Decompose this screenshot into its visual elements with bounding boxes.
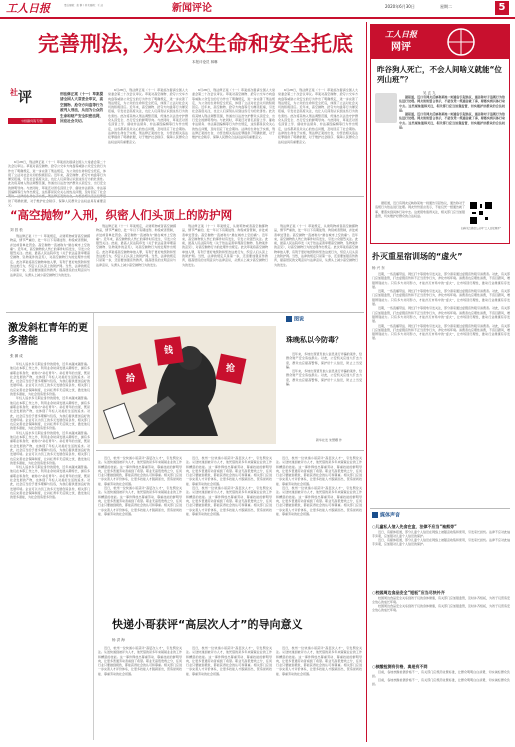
article-rider-title: 快递小哥获评“高层次人才”的导向意义 [112,618,303,631]
masthead [0,0,515,17]
lead-body [8,160,106,207]
article-rider-col-bottom-3-text: 近日，杭州一位快递小哥获评“高层次人才”，引发舆论关注。从送快递到被评为人才，他凭借的是多年来兢兢业业的工作和精湛的技能。这一事件释放出尊重劳动、尊重技能的鲜明导向，让更多普通劳动者看到了希望。职业无高低贵贱之分，任何行业只要做到极致，都能获得社会的认可和尊重。相关部门应进一步完善人才评价体系，让更多技能人才脱颖而出，营造崇尚技能、尊重劳动的社会氛围。 [276,646,362,676]
side-col-body-text-2: 据报道，近日有网友反映称某地一则通告引起热议，通告称对于违规行为依法进行处理。网友纷纷留言表示，不能仅凭一纸通告就了事，要落实到具体行动中去。这类现象值得关注，相关部门应当加强监管，切实维护好群众的合法权益。 [399,112,505,130]
media-item-1-body-text: 近日，有媒体报道，部分儿童个人信息在网络上被随意收集和使用，引发家长担忧。法律不应对此袖手旁观，应加强对儿童个人信息的保护。 [372,529,511,538]
media-item-2-body-text-2: 校园周边食品安全关系到孩子们的身体健康，有关部门应加强监管，及时补齐短板，为孩子们营造安全放心的成长环境。 [372,604,511,613]
media-item-3-body-text: 目前，各地核酸检测价格不一，有关部门应规范收费标准，让群众明明白白消费，切实减轻群众负担。 [372,669,510,678]
side-logo: 工人日报 [385,29,417,39]
page-number: 5 [495,1,509,15]
article-rider-col-bottom-2 [186,646,272,742]
lead-body-col-4-text: 6月28日，刑法修正案（十一）草案首次提请全国人大常委会第二十次会议审议。草案对高空抛物、抢夺公交车方向盘等威胁公众安全的行为作出了明确规定，进一步完善了刑法规定，为公众的生命和安全托底，体现了立法对社会关切的积极回应。近年来，高空抛物、抢夺方向盘等行为屡见报端，引发社会高度关注，也让人们深刻认识到这些行为的危害性。此次将其纳入刑法调整范围，传递出以法治守护群众头顶安全、出行安全的鲜明导向。与此同时，草案还对冒名顶替上学、催收非法债务、非法基因编辑等行为作出规定，这些都是民众关心的热点问题，及时回应了社会期待。法律的生命在于实施，刑法修正案的出台，为惩治相关违法犯罪提供了明确依据，对于维护社会秩序、保障人民群众合法权益具有重要意义。 [278,88,358,144]
media-item-2 [372,590,510,662]
lead-body-col-3-text: 6月28日，刑法修正案（十一）草案首次提请全国人大常委会第二十次会议审议。草案对高空抛物、抢夺公交车方向盘等威胁公众安全的行为作出了明确规定，进一步完善了刑法规定，为公众的生命和安全托底，体现了立法对社会关切的积极回应。近年来，高空抛物、抢夺方向盘等行为屡见报端，引发社会高度关注，也让人们深刻认识到这些行为的危害性。此次将其纳入刑法调整范围，传递出以法治守护群众头顶安全、出行安全的鲜明导向。与此同时，草案还对冒名顶替上学、催收非法债务、非法基因编辑等行为作出规定，这些都是民众关心的热点问题，及时回应了社会期待。法律的生命在于实施，刑法修正案的出台，为惩治相关违法犯罪提供了明确依据，对于维护社会秩序、保障人民群众合法权益具有重要意义。 [192,88,275,140]
article-rider-col-top-1-text: 近日，杭州一位快递小哥获评“高层次人才”，引发舆论关注。从送快递到被评为人才，他凭借的是多年来兢兢业业的工作和精湛的技能。这一事件释放出尊重劳动、尊重技能的鲜明导向，让更多普通劳动者看到了希望。职业无高低贵贱之分，任何行业只要做到极致，都能获得社会的认可和尊重。相关部门应进一步完善人才评价体系，让更多技能人才脱颖而出，营造崇尚技能、尊重劳动的社会氛围。 [98,456,183,486]
media-item-1-body-text-2: 近日，有媒体报道，部分儿童个人信息在网络上被随意收集和使用，引发家长担忧。法律不应对此袖手旁观，应加强对儿童个人信息的保护。 [372,538,511,547]
media-tag-icon [372,512,378,518]
badge-char-bottom: 评 [18,90,32,106]
article-rider-col-bottom-2-text: 近日，杭州一位快递小哥获评“高层次人才”，引发舆论关注。从送快递到被评为人才，他凭借的是多年来兢兢业业的工作和精湛的技能。这一事件释放出尊重劳动、尊重技能的鲜明导向，让更多普通劳动者看到了希望。职业无高低贵贱之分，任何行业只要做到极致，都能获得社会的认可和尊重。相关部门应进一步完善人才评价体系，让更多技能人才脱颖而出，营造崇尚技能、尊重劳动的社会氛围。 [186,646,272,676]
article-ad-body-text: 近期，一些直播带货、网红打卡等现象引发关注，部分商家通过虚假宣传吸引消费者。对此，有关部门应加强监管，打击虚假宣传和不正当竞争行为，净化市场环境。消费者也应理性消费，不盲目跟风，增强辨别能力。只有多方共同努力，才能扑灭市场中的“虚火”，让市场回归理性，推动行业健康有序发展。 [372,272,511,289]
article-youth-title: 激发斜杠青年的更多潜能 [8,323,88,347]
cartoon-credit: 新华社发 朱慧卿 作 [316,438,342,442]
media-item-2-title: ○校园周边食品安全“短板”应当尽快补齐 [372,590,445,595]
media-item-3-title: ○核酸检测有价格，真是有不同 [372,664,428,669]
article-ad-body-text-3: 近期，一些直播带货、网红打卡等现象引发关注，部分商家通过虚假宣传吸引消费者。对此，有关部门应加强监管，打击虚假宣传和不正当竞争行为，净化市场环境。消费者也应理性消费，不盲目跟风，增强辨别能力。只有多方共同努力，才能扑灭市场中的“虚火”，让市场回归理性，推动行业健康有序发展。 [372,306,511,324]
cartoon-caption-text: 近年来，多地出现冒充他人信息进行诈骗的案件，给群众财产安全造成损失。对此，公安机关应加大打击力度，群众也应提高警惕，保护好个人信息，防止上当受骗。 [286,352,362,369]
cartoon-sign-labels [98,326,276,444]
cartoon-sign-label-3: 抢 [226,364,236,374]
side-col-title: 昨谷狗人死亡，不会人间啥义就能“位列山班”？ [377,65,502,84]
masthead-sub-info: 责任编辑：张 翀 / 美术编辑：王 洁 [64,4,104,7]
cartoon-caption [286,352,362,436]
lead-title: 完善刑法，为公众生命和安全托底 [38,32,353,56]
rider-top-rule [96,450,364,451]
divider-left-col [93,312,94,740]
side-col-body-text: 据报道，近日有网友反映称某地一则通告引起热议，通告称对于违规行为依法进行处理。网友纷纷留言表示，不能仅凭一纸通告就了事，要落实到具体行动中去。这类现象值得关注，相关部门应当加强监管，切实维护好群众的合法权益。 [399,95,505,112]
media-tag-label: 媒体声音 [380,512,401,519]
badge-char-top: 社 [10,88,18,97]
lead-body-col-2 [108,88,188,192]
editorial-badge [8,88,56,130]
article-high-col-4 [274,224,358,308]
media-item-3-body [372,670,510,740]
side-col-byline: 吴 玄 九 [423,91,436,95]
issue-weekday: 星期二 [440,4,452,9]
section-title: 新闻评论 [172,3,212,14]
lead-body-col-3 [192,88,275,192]
article-ad-body [372,272,510,504]
article-high-title: “高空抛物”入刑，织密人们头顶上的防护网 [10,208,233,222]
article-youth-body [10,362,90,740]
article-ad-title: 扑灭重星宿训场的“虚火” [372,252,463,261]
article-rider-col-top-2 [186,456,272,614]
article-high-col-2 [96,224,176,308]
media-item-2-body-text: 校园周边食品安全关系到孩子们的身体健康，有关部门应加强监管，及时补齐短板，为孩子们营造安全放心的成长环境。 [372,595,511,604]
lead-body-text: 6月28日，刑法修正案（十一）草案首次提请全国人大常委会第二十次会议审议。草案对高空抛物、抢夺公交车方向盘等威胁公众安全的行为作出了明确规定，进一步完善了刑法规定，为公众的生命和安全托底，体现了立法对社会关切的积极回应。近年来，高空抛物、抢夺方向盘等行为屡见报端，引发社会高度关注，也让人们深刻认识到这些行为的危害性。此次将其纳入刑法调整范围，传递出以法治守护群众头顶安全、出行安全的鲜明导向。与此同时，草案还对冒名顶替上学、催收非法债务、非法基因编辑等行为作出规定，这些都是民众关心的热点问题，及时回应了社会 供了明确依据，对于维护社会秩序、保障人民群众合法权益具有重要意义。 [8,160,106,207]
media-item-3 [372,664,510,742]
article-youth-body-text-3: 年轻人追求多元职业身份的现象，近年来越来越普遍。他们在本职工作之外，利用业余时间发展兴趣特长，拥有多重职业和身份，被称为“斜杠青年”。斜杠青年的出现，既是社会发展的产物，也体现了年轻人对美好生活的追求。对此，社会应当给予更多理解与包容，为他们提供更加良好的发展环境。企业可以为员工的多元发展创造条件，相关部门也应完善社会保障制度，让斜杠青年无后顾之忧，激发他们的更多潜能，为社会创造更多价值。 [10,430,90,465]
article-rider-col-bottom-1-text: 近日，杭州一位快递小哥获评“高层次人才”，引发舆论关注。从送快递到被评为人才，他凭借的是多年来兢兢业业的工作和精湛的技能。这一事件释放出尊重劳动、尊重技能的鲜明导向，让更多普通劳动者看到了希望。职业无高低贵贱之分，任何行业只要做到极致，都能获得社会的认可和尊重。相关部门应进一步完善人才评价体系，让更多技能人才脱颖而出，营造崇尚技能、尊重劳动的社会氛围。 [98,646,183,676]
divider-right-col [366,22,367,742]
media-item-1-title: ○儿童私人信入先食在盒，法律不应当“袖熊旁” [372,524,457,529]
youth-top-rule [6,312,364,313]
article-youth-body-text-4: 年轻人追求多元职业身份的现象，近年来越来越普遍。他们在本职工作之外，利用业余时间发展兴趣特长，拥有多重职业和身份，被称为“斜杠青年”。斜杠青年的出现，既是社会发展的产物，也体现了年轻人对美好生活的追求。对此，社会应当给予更多理解与包容，为他们提供更加良好的发展环境。企业可以为员工的多元发展创造条件，相关部门也应完善社会保障制度，让斜杠青年无后顾之忧，激发他们的更多潜能，为社会创造更多价值。 [10,465,90,500]
article-rider-col-bottom-3 [276,646,362,742]
article-rider-col-top-3 [276,456,362,614]
cartoon-sign-label-1: 拾 [126,374,136,384]
article-high-col-3-text: 刑法修正案（十一）草案规定，从建筑物或者高空抛掷物品，情节严重的，处一年以下有期徒刑、拘役或者管制，并处或者单处罚金。高空抛物一直被称为“悬在城市上空的痛”。近年来，高空抛物致人伤亡的事件时有发生，引发公众强烈关注。此前，最高人民法院印发《关于依法妥善审理高空抛物、坠物案件的意见》，对高空抛物行为的处理作出规定。此次草案将高空抛物单独入罪，有利于更好地预防和惩治这类行为，织密人们头顶上的防护网。当然，法律的规定只是第一步，还需要加强宣传教育，提高居民的文明意识与法律意识，从源头上减少高空抛物行为的发生。 [182,224,268,267]
article-high-col-4-text: 刑法修正案（十一）草案规定，从建筑物或者高空抛掷物品，情节严重的，处一年以下有期徒刑、拘役或者管制，并处或者单处罚金。高空抛物一直被称为“悬在城市上空的痛”。近年来，高空抛物致人伤亡的事件时有发生，引发公众强烈关注。此前，最高人民法院印发《关于依法妥善审理高空抛物、坠物案件的意见》，对高空抛物行为的处理作出规定。此次草案将高空抛物单独入罪，有利于更好地预防和惩治这类行为，织密人们头顶上的防护网。当然，法律的规定只是第一步，还需要加强宣传教育，提高居民的文明意识与法律意识，从源头上减少高空抛物行为的发生。 [274,224,359,267]
side-col-qr-block [375,199,505,241]
side-col-author-image [375,93,397,123]
side-badge: 网评 [391,42,411,53]
article-high-col-1 [10,234,90,304]
masthead-logo: 工人日报 [6,2,50,15]
globe-icon [441,27,481,57]
media-item-1-body [372,530,510,586]
qr-code-icon [469,201,493,225]
article-high-byline: 刘 昌 松 [10,228,23,232]
cartoon-title: 珠晚私以今防毒？ [286,336,342,344]
media-top-rule [370,508,510,509]
article-high-col-1-text: 刑法修正案（十一）草案规定，从建筑物或者高空抛掷物品，情节严重的，处一年以下有期徒刑、拘役或者管制，并处或者单处罚金。高空抛物一直被称为“悬在城市上空的痛”。近年来，高空抛物致人伤亡的事件时有发生，引发公众强烈关注。此前，最高人民法院印发《关于依法妥善审理高空抛物、坠物案件的意见》，对高空抛物行为的处理作出规定。此次草案将高空抛物单独入罪，有利于更好地预防和惩治这类行为，织密人们头顶上的防护网。当然，法律的规定只是第一步，还需要加强宣传教育，提高居民的文明意识与法律意识，从源头上减少高空抛物行为的发生。 [10,234,90,277]
lead-body-col-2-text: 6月28日，刑法修正案（十一）草案首次提请全国人大常委会第二十次会议审议。草案对高空抛物、抢夺公交车方向盘等威胁公众安全的行为作出了明确规定，进一步完善了刑法规定，为公众的生命和安全托底，体现了立法对社会关切的积极回应。近年来，高空抛物、抢夺方向盘等行为屡见报端，引发社会高度关注，也让人们深刻认识到这些行为的危害性。此次将其纳入刑法调整范围，传递出以法治守护群众头顶安全、出行安全的鲜明导向。与此同时，草案还对冒名顶替上学、催收非法债务、非法基因编辑等行为作出规定，这些都是民众关心的热点问题，及时回应了社会期待。法律的生命在于实施，刑法修正案的出台，为惩治相关违法犯罪提供了明确依据，对于维护社会秩序、保障人民群众合法权益具有重要意义。 [108,88,188,144]
lead-intro: 刑法修正案（十一）草案提请全国人大常委会审议，高空抛物、抢夺方向盘等行为被列入刑法，从而为公众的生命和财产安全织密法网，回应社会关切。 [60,92,104,124]
article-rider-col-top-1-text-2: 近日，杭州一位快递小哥获评“高层次人才”，引发舆论关注。从送快递到被评为人才，他凭借的是多年来兢兢业业的工作和精湛的技能。这一事件释放出尊重劳动、尊重技能的鲜明导向，让更多普通劳动者看到了希望。职业无高低贵贱之分，任何行业只要做到极致，都能获得社会的认可和尊重。相关部门应进一步完善人才评价体系，让更多技能人才脱颖而出，营造崇尚技能、尊重劳动的社会氛围。 [98,486,183,516]
article-rider-col-top-2-text-2: 近日，杭州一位快递小哥获评“高层次人才”，引发舆论关注。从送快递到被评为人才，他凭借的是多年来兢兢业业的工作和精湛的技能。这一事件释放出尊重劳动、尊重技能的鲜明导向，让更多普通劳动者看到了希望。职业无高低贵贱之分，任何行业只要做到极致，都能获得社会的认可和尊重。相关部门应进一步完善人才评价体系，让更多技能人才脱颖而出，营造崇尚技能、尊重劳动的社会氛围。 [186,486,272,516]
masthead-rule [0,17,515,19]
cartoon-caption-text-2: 近年来，多地出现冒充他人信息进行诈骗的案件，给群众财产安全造成损失。对此，公安机关应加大打击力度，群众也应提高警惕，保护好个人信息，防止上当受骗。 [286,369,362,387]
media-item-3-body-text-2: 目前，各地核酸检测价格不一，有关部门应规范收费标准，让群众明明白白消费，切实减轻群众负担。 [372,678,510,687]
cartoon-tag-label: 图说 [294,316,305,323]
article-rider-byline: 杨 洪 海 [112,638,125,642]
article-ad-byline: 杨 兴 东 [372,266,385,270]
badge-caption: 中国新闻有专题 [8,118,56,124]
cartoon-tag-icon [286,316,292,322]
media-item-1 [372,524,510,588]
article-youth-body-text: 年轻人追求多元职业身份的现象，近年来越来越普遍。他们在本职工作之外，利用业余时间发展兴趣特长，拥有多重职业和身份，被称为“斜杠青年”。斜杠青年的出现，既是社会发展的产物，也体现了年轻人对美好生活的追求。对此，社会应当给予更多理解与包容，为他们提供更加良好的发展环境。企业可以为员工的多元发展创造条件，相关部门也应完善社会保障制度，让斜杠青年无后顾之忧，激发他们的更多潜能，为社会创造更多价值。 [10,362,90,397]
media-tag [372,512,400,518]
cartoon-sign-label-2: 钱 [164,346,174,356]
article-rider-col-top-2-text: 近日，杭州一位快递小哥获评“高层次人才”，引发舆论关注。从送快递到被评为人才，他凭借的是多年来兢兢业业的工作和精湛的技能。这一事件释放出尊重劳动、尊重技能的鲜明导向，让更多普通劳动者看到了希望。职业无高低贵贱之分，任何行业只要做到极致，都能获得社会的认可和尊重。相关部门应进一步完善人才评价体系，让更多技能人才脱颖而出，营造崇尚技能、尊重劳动的社会氛围。 [186,456,272,486]
article-rider-col-top-3-text: 近日，杭州一位快递小哥获评“高层次人才”，引发舆论关注。从送快递到被评为人才，他凭借的是多年来兢兢业业的工作和精湛的技能。这一事件释放出尊重劳动、尊重技能的鲜明导向，让更多普通劳动者看到了希望。职业无高低贵贱之分，任何行业只要做到极致，都能获得社会的认可和尊重。相关部门应进一步完善人才评价体系，让更多技能人才脱颖而出，营造崇尚技能、尊重劳动的社会氛围。 [276,456,362,486]
article-rider-col-top-1 [98,456,182,614]
article-high-col-3 [182,224,268,308]
issue-date: 2020年6月30日 [385,4,415,9]
side-column-box [370,24,510,244]
article-youth-byline: 张 渊 成 [10,354,23,358]
cartoon-tag [286,316,304,322]
article-high-col-2-text: 刑法修正案（十一）草案规定，从建筑物或者高空抛掷物品，情节严重的，处一年以下有期徒刑、拘役或者管制，并处或者单处罚金。高空抛物一直被称为“悬在城市上空的痛”。近年来，高空抛物致人伤亡的事件时有发生，引发公众强烈关注。此前，最高人民法院印发《关于依法妥善审理高空抛物、坠物案件的意见》，对高空抛物行为的处理作出规定。此次草案将高空抛物单独入罪，有利于更好地预防和惩治这类行为，织密人们头顶上的防护网。当然，法律的规定只是第一步，还需要加强宣传教育，提高居民的文明意识与法律意识，从源头上减少高空抛物行为的发生。 [96,224,176,267]
side-column-header [371,25,509,59]
lead-body-col-4 [278,88,358,192]
lead-bottom-rule [6,196,364,197]
article-rider-col-top-3-text-2: 近日，杭州一位快递小哥获评“高层次人才”，引发舆论关注。从送快递到被评为人才，他凭借的是多年来兢兢业业的工作和精湛的技能。这一事件释放出尊重劳动、尊重技能的鲜明导向，让更多普通劳动者看到了希望。职业无高低贵贱之分，任何行业只要做到极致，都能获得社会的认可和尊重。相关部门应进一步完善人才评价体系，让更多技能人才脱颖而出，营造崇尚技能、尊重劳动的社会氛围。 [276,486,362,516]
article-ad-body-text-2: 近期，一些直播带货、网红打卡等现象引发关注，部分商家通过虚假宣传吸引消费者。对此，有关部门应加强监管，打击虚假宣传和不正当竞争行为，净化市场环境。消费者也应理性消费，不盲目跟风，增强辨别能力。只有多方共同努力，才能扑灭市场中的“虚火”，让市场回归理性，推动行业健康有序发展。 [372,289,511,307]
side-col-body [399,95,505,195]
article-rider-col-bottom-1 [98,646,182,742]
article-ad-body-text-4: 近期，一些直播带货、网红打卡等现象引发关注，部分商家通过虚假宣传吸引消费者。对此，有关部门应加强监管，打击虚假宣传和不正当竞争行为，净化市场环境。消费者也应理性消费，不盲目跟风，增强辨别能力。只有多方共同努力，才能扑灭市场中的“虚火”，让市场回归理性，推动行业健康有序发展。 [372,323,511,341]
lead-byline: 本报评论员 林琳 [192,60,218,64]
media-item-2-body [372,596,510,660]
side-col-qr-text [375,201,465,239]
side-col-qr-text-p: 据报道，近日有网友反映称某地一则通告引起热议，通告称对于违规行为依法进行处理。网友纷纷留言表示，不能仅凭一纸通告就了事，要落实到具体行动中去。这类现象值得关注，相关部门应当加强监管，切实维护好群众的合法权益。 [375,201,466,218]
qr-caption: 扫码关注微信公众号“工人日报网评” [461,227,502,230]
article-youth-body-text-2: 年轻人追求多元职业身份的现象，近年来越来越普遍。他们在本职工作之外，利用业余时间发展兴趣特长，拥有多重职业和身份，被称为“斜杠青年”。斜杠青年的出现，既是社会发展的产物，也体现了年轻人对美好生活的追求。对此，社会应当给予更多理解与包容，为他们提供更加良好的发展环境。企业可以为员工的多元发展创造条件，相关部门也应完善社会保障制度，让斜杠青年无后顾之忧，激发他们的更多潜能，为社会创造更多价值。 [10,396,90,431]
